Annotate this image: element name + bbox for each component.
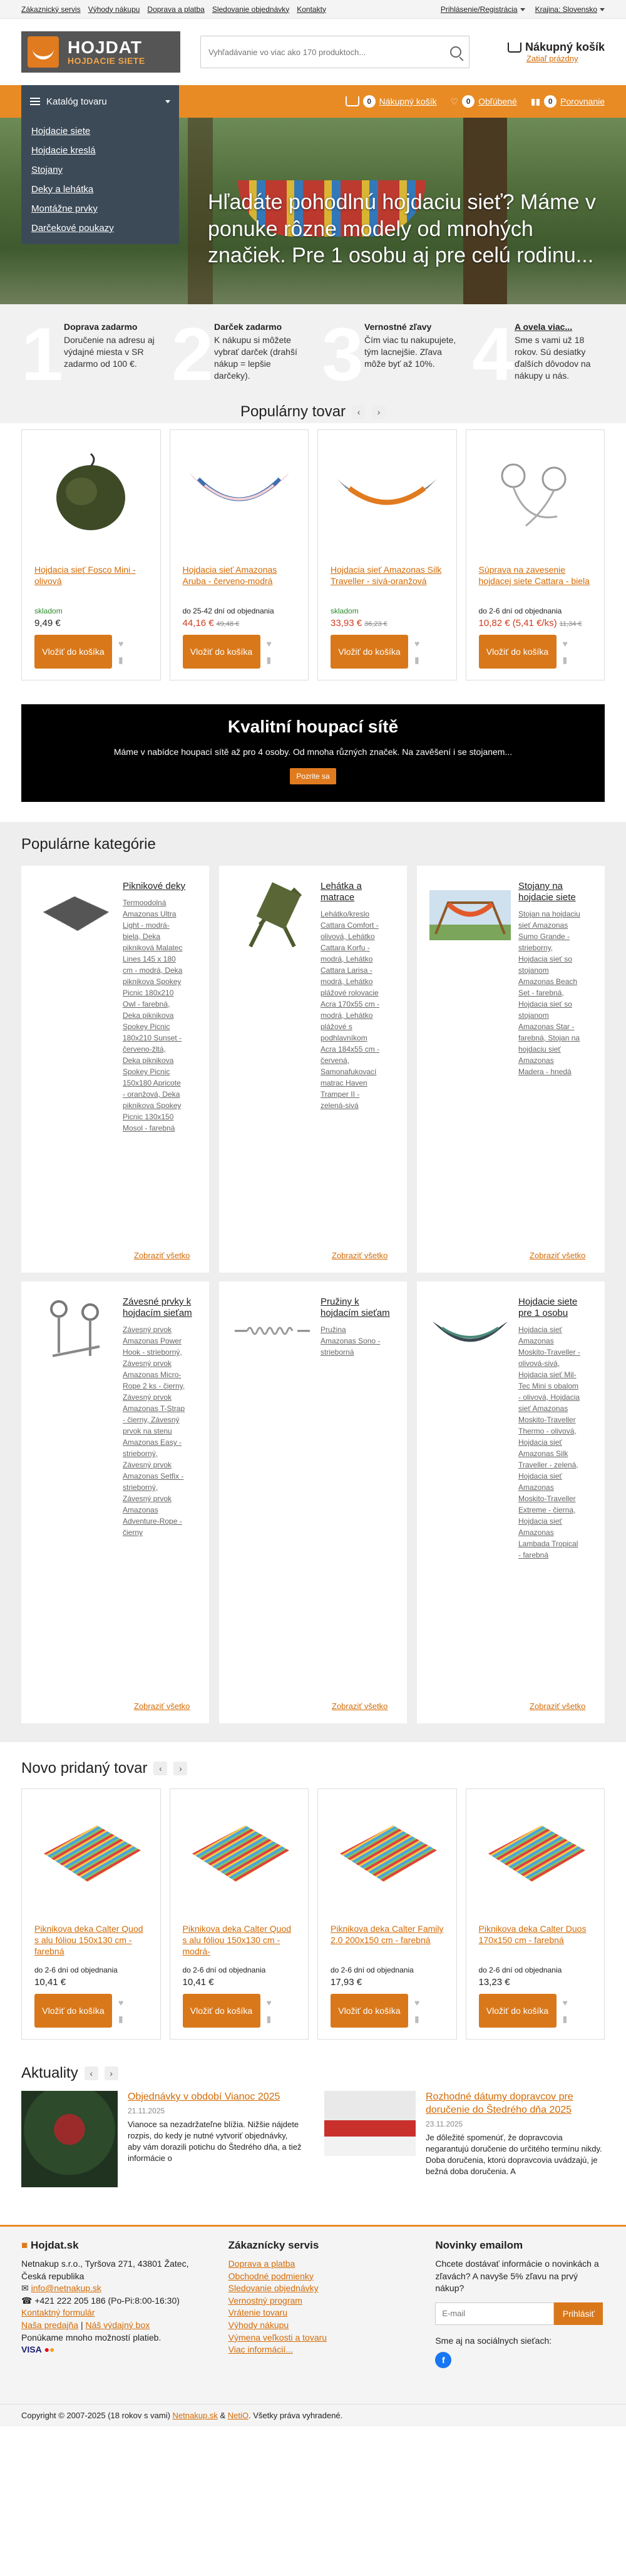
top-link-sledovanie[interactable]: Sledovanie objednávky bbox=[212, 4, 290, 14]
category-title[interactable]: Pružiny k hojdacím sieťam bbox=[321, 1296, 390, 1318]
product-name[interactable]: Piknikova deka Calter Quod s alu fóliou 150x130 cm - modrá- bbox=[182, 1924, 292, 1957]
heart-icon[interactable]: ♥ bbox=[414, 638, 420, 649]
category-links[interactable]: Pružina Amazonas Sono - strieborná bbox=[321, 1325, 381, 1357]
compare-icon[interactable]: ▮ bbox=[562, 2013, 568, 2024]
benefit-item[interactable]: 4 A ovela viac... Sme s vami už 18 rokov. Sú desiatky ďalších dôvodov na nákupy u nás. bbox=[472, 312, 591, 396]
compare-icon[interactable]: ▮ bbox=[414, 2013, 419, 2024]
top-link-vyhody[interactable]: Výhody nákupu bbox=[88, 4, 140, 14]
top-bar bbox=[0, 0, 626, 19]
footer-link[interactable]: Doprava a platba bbox=[228, 2259, 295, 2269]
product-image[interactable] bbox=[183, 441, 296, 548]
popular-header bbox=[0, 403, 626, 421]
product-card[interactable] bbox=[170, 429, 309, 680]
banner-button[interactable]: Pozrite sa bbox=[290, 768, 336, 784]
social-text: Sme aj na sociálnych sieťach: bbox=[435, 2335, 552, 2346]
payments-text: Ponúkame mnoho možností platieb. bbox=[21, 2332, 162, 2343]
product-price: 10,82 € (5,41 €/ks) 11,34 € bbox=[478, 618, 582, 629]
product-card[interactable] bbox=[21, 1788, 161, 2040]
news-text: Je dôležité spomenúť, že dopravcovia negarantujú doručenie do určitého termínu nikdy. Doba doručenia, ktorú dopravcovia uvádzajú, je bežná doba doručenia. A bbox=[426, 2132, 602, 2177]
old-price: 11,34 € bbox=[559, 620, 582, 628]
newsletter-text: Chcete dostávať informácie o novinkách a zľavách? A navyše 5% zľavu na prvý nákup? bbox=[435, 2259, 599, 2294]
product-card[interactable] bbox=[317, 1788, 457, 2040]
news-list bbox=[0, 2091, 626, 2187]
product-image[interactable] bbox=[34, 1800, 148, 1907]
hammock-logo-icon bbox=[28, 36, 59, 68]
footer-link[interactable]: Viac informácií... bbox=[228, 2344, 293, 2355]
benefit-item[interactable]: 3 Vernostné zľavy Čím viac tu nakupujete, tým lacnejšie. Zľava môže byť až 10%. bbox=[322, 312, 456, 396]
netio-link[interactable]: NetiO bbox=[227, 2411, 249, 2420]
compare-icon[interactable]: ▮ bbox=[118, 2013, 123, 2024]
product-name[interactable]: Piknikova deka Calter Duos 170x150 cm - farebná bbox=[478, 1924, 587, 1946]
product-price: 33,93 € 36,23 € bbox=[331, 618, 387, 629]
heart-icon[interactable]: ♥ bbox=[414, 1997, 420, 2008]
category-links[interactable]: Lehátko/kreslo Cattara Comfort - olivová, Lehátko Cattara Korfu - modrá, Lehátko Cattara Larisa - modrá, Lehátko plážové rolovacie Acra 170x55 cm - modrá, Lehátko plážové s podhlavníkom Acra 184x55 cm - červená, Samonafukovací matrac Haven Tramper II - zelená-sivá bbox=[321, 910, 380, 1110]
section-title: Aktuality bbox=[21, 2065, 78, 2081]
copyright-bar: Copyright © 2007-2025 (18 rokov s vami) Netnakup.sk & NetiO. Všetky práva vyhradené. bbox=[0, 2404, 626, 2426]
menu-item-deky[interactable]: Deky a lehátka bbox=[31, 184, 94, 195]
category-image[interactable] bbox=[232, 881, 313, 950]
news-title[interactable]: Rozhodné dátumy dopravcov pre doručenie do Štedrého dňa 2025 bbox=[426, 2091, 573, 2115]
header bbox=[0, 19, 626, 85]
add-to-cart-button[interactable]: Vložiť do košíka bbox=[183, 635, 260, 669]
footer-link[interactable]: Sledovanie objednávky bbox=[228, 2283, 319, 2294]
chevron-right-icon[interactable]: › bbox=[173, 1762, 187, 1775]
search-icon[interactable] bbox=[450, 46, 461, 58]
old-price: 36,23 € bbox=[364, 620, 387, 628]
category-links[interactable]: Hojdacia sieť Amazonas Moskito-Traveller - olivová-sivá, Hojdacia sieť Mil-Tec Mini s obalom - olivová, Hojdacia sieť Amazonas Moskito-Traveller Thermo - olivová, Hojdacia sieť Amazonas Silk Traveller - zelená, Hojdacia sieť Amazonas Moskito-Traveller Extreme - čierna, Hojdacia sieť Amazonas Lambada Tropical - farebná bbox=[518, 1325, 580, 1559]
benefit-item[interactable]: 1 Doprava zadarmo Doručenie na adresu aj výdajné miesta v SR zadarmo od 100 €. bbox=[21, 312, 155, 396]
section-title: Novo pridaný tovar bbox=[21, 1760, 148, 1777]
category-card bbox=[417, 1281, 605, 1723]
footer-link[interactable]: Výhody nákupu bbox=[228, 2319, 289, 2330]
compare-icon[interactable]: ▮ bbox=[118, 654, 123, 665]
product-image[interactable] bbox=[479, 1800, 592, 1907]
category-title[interactable]: Závesné prvky k hojdacím sieťam bbox=[123, 1296, 192, 1318]
top-link-doprava[interactable]: Doprava a platba bbox=[147, 4, 205, 14]
email-icon: ✉ bbox=[21, 2283, 29, 2294]
category-image[interactable] bbox=[232, 1296, 313, 1365]
category-card bbox=[417, 866, 605, 1273]
chevron-right-icon[interactable]: › bbox=[105, 2066, 118, 2080]
product-price: 44,16 € 49,48 € bbox=[182, 618, 240, 629]
banner-title: Kvalitní houpací sítě bbox=[227, 717, 399, 736]
product-price: 10,41 € bbox=[182, 1977, 214, 1988]
menu-item-poukazy[interactable]: Darčekové poukazy bbox=[31, 223, 114, 233]
category-links[interactable]: Závesný prvok Amazonas Power Hook - strieborný, Závesný prvok Amazonas Micro-Rope 2 ks - čierny, Závesný prvok Amazonas T-Strap - čierny, Závesný prvok na stenu Amazonas Easy - strieborný, Závesný prvok Amazonas Setfix - strieborný, Závesný prvok Amazonas Adventure-Rope - čierny bbox=[123, 1325, 185, 1537]
category-image[interactable] bbox=[429, 1296, 511, 1365]
logo-title: HOJDAT bbox=[68, 37, 143, 57]
availability: do 25-42 dní od objednania bbox=[182, 607, 274, 615]
chevron-down-icon bbox=[600, 8, 605, 11]
compare-count-badge: 0 bbox=[544, 95, 557, 108]
heart-icon[interactable]: ♥ bbox=[118, 638, 124, 649]
banner-text: Máme v nabídce houpací sítě až pro 4 osoby. Od mnoha různých značek. Na zavěšení i se stojanem... bbox=[113, 747, 513, 757]
news-image[interactable] bbox=[21, 2091, 118, 2187]
category-image[interactable] bbox=[429, 881, 511, 950]
footer-link[interactable]: Vrátenie tovaru bbox=[228, 2307, 288, 2318]
login-link[interactable]: Prihlásenie/Registrácia bbox=[441, 5, 525, 14]
product-image[interactable] bbox=[331, 441, 444, 548]
newsletter-email-input[interactable] bbox=[435, 2302, 554, 2325]
netnakup-link[interactable]: Netnakup.sk bbox=[172, 2411, 218, 2420]
newest-products bbox=[0, 1788, 626, 2040]
news-title[interactable]: Objednávky v období Vianoc 2025 bbox=[128, 2091, 280, 2102]
search-input[interactable] bbox=[208, 48, 434, 57]
search-box bbox=[200, 36, 470, 68]
popular-products bbox=[0, 429, 626, 680]
news-image[interactable] bbox=[324, 2091, 416, 2156]
product-card[interactable] bbox=[466, 429, 605, 680]
product-card[interactable] bbox=[170, 1788, 309, 2040]
footer bbox=[0, 2225, 626, 2404]
product-image[interactable] bbox=[183, 1800, 296, 1907]
product-card[interactable] bbox=[317, 429, 457, 680]
news-item[interactable] bbox=[21, 2091, 302, 2187]
phone-icon: ☎ bbox=[21, 2295, 33, 2306]
footer-link[interactable]: Kontaktný formulár bbox=[21, 2307, 95, 2318]
add-to-cart-button[interactable]: Vložiť do košíka bbox=[34, 1994, 112, 2028]
product-card[interactable] bbox=[21, 429, 161, 680]
category-image[interactable] bbox=[34, 881, 115, 950]
category-image[interactable] bbox=[34, 1296, 115, 1365]
site-logo[interactable] bbox=[21, 31, 180, 73]
compare-icon[interactable]: ▮ bbox=[266, 654, 272, 665]
company-address: Netnakup s.r.o., Tyršova 271, 43801 Žatec, Česká republika bbox=[21, 2259, 189, 2281]
heart-icon[interactable]: ♥ bbox=[562, 638, 568, 649]
category-title[interactable]: Stojany na hojdacie siete bbox=[518, 881, 576, 903]
category-links[interactable]: Stojan na hojdaciu sieť Amazonas Sumo Grande - strieborny, Hojdacia sieť so stojanom Amazonas Beach Set - farebná, Hojdacia sieť so stojanom Amazonas Star - farebná, Stojan na hojdaciu sieť Amazonas Madera - hnedá bbox=[518, 910, 580, 1076]
main-nav bbox=[0, 85, 626, 118]
category-card bbox=[219, 866, 407, 1273]
menu-item-montazne-prvky[interactable]: Montážne prvky bbox=[31, 203, 98, 214]
top-links bbox=[21, 5, 441, 14]
product-name[interactable]: Piknikova deka Calter Family 2.0 200x150 cm - farebná bbox=[331, 1924, 444, 1946]
category-card bbox=[21, 866, 209, 1273]
newsletter-submit-button[interactable]: Prihlásiť bbox=[554, 2302, 603, 2325]
footer-col-title: Zákaznícky servis bbox=[228, 2239, 319, 2251]
heart-icon[interactable]: ♥ bbox=[266, 1997, 272, 2008]
footer-col-service bbox=[228, 2239, 398, 2404]
compare-icon[interactable]: ▮ bbox=[266, 2013, 272, 2024]
nav-compare[interactable]: ▮▮ 0 Porovnanie bbox=[530, 96, 605, 106]
product-price: 10,41 € bbox=[34, 1977, 66, 1988]
section-title: Populárny tovar bbox=[240, 403, 346, 420]
benefit-item[interactable]: 2 Darček zadarmo K nákupu si môžete vybrať darček (drahší nákup = lepšie darčeky). bbox=[172, 312, 297, 396]
top-link-kontakty[interactable]: Kontakty bbox=[297, 4, 326, 14]
chevron-down-icon bbox=[165, 100, 170, 103]
product-name[interactable]: Hojdacia sieť Fosco Mini - olivová bbox=[34, 565, 136, 587]
logo-subtitle: HOJDACIE SIETE bbox=[68, 56, 145, 66]
add-to-cart-button[interactable]: Vložiť do košíka bbox=[331, 635, 408, 669]
product-name[interactable]: Piknikova deka Calter Quod s alu fóliou 150x130 cm - farebná bbox=[34, 1924, 143, 1957]
chevron-down-icon bbox=[520, 8, 525, 11]
menu-item-stojany[interactable]: Stojany bbox=[31, 165, 63, 175]
product-name[interactable]: Súprava na zavesenie hojdacej siete Cattara - biela bbox=[478, 565, 590, 587]
old-price: 49,48 € bbox=[216, 620, 240, 628]
product-name[interactable]: Hojdacia sieť Amazonas Silk Traveller - sivá-oranžová bbox=[331, 565, 442, 587]
cart-icon bbox=[508, 43, 521, 53]
availability: do 2-6 dní od objednania bbox=[182, 1966, 266, 1974]
chevron-left-icon[interactable]: ‹ bbox=[352, 405, 366, 419]
compare-icon: ▮▮ bbox=[530, 96, 541, 106]
chevron-left-icon[interactable]: ‹ bbox=[153, 1762, 167, 1775]
category-title[interactable]: Piknikové deky bbox=[123, 881, 186, 891]
catalog-menu bbox=[21, 118, 179, 244]
news-date: 23.11.2025 bbox=[426, 2119, 463, 2128]
add-to-cart-button[interactable]: Vložiť do košíka bbox=[479, 635, 557, 669]
facebook-icon[interactable]: f bbox=[435, 2352, 451, 2368]
cart-count-badge: 0 bbox=[363, 95, 376, 108]
chevron-left-icon[interactable]: ‹ bbox=[85, 2066, 98, 2080]
news-item[interactable] bbox=[324, 2091, 605, 2187]
footer-link[interactable]: Naša predajňa bbox=[21, 2319, 79, 2330]
popular-categories bbox=[0, 822, 626, 1742]
availability: do 2-6 dní od objednania bbox=[478, 607, 562, 615]
show-all-link[interactable]: Zobraziť všetko bbox=[134, 1251, 190, 1260]
country-select[interactable]: Krajina: Slovensko bbox=[535, 5, 605, 14]
product-price: 13,23 € bbox=[478, 1977, 510, 1988]
product-image[interactable] bbox=[479, 441, 592, 548]
news-text: Vianoce sa nezadržateľne blížia. Nižšie nájdete rozpis, do kedy je nutné vytvoriť objednávky, aby vám dorazili potichu do Štedrého dňa, a tiež informácie o bbox=[128, 2119, 302, 2163]
show-all-link[interactable]: Zobraziť všetko bbox=[332, 1701, 388, 1711]
footer-col-title: Novinky emailom bbox=[435, 2239, 523, 2251]
availability: skladom bbox=[34, 607, 63, 615]
menu-item-hojdacie-siete[interactable]: Hojdacie siete bbox=[31, 126, 91, 136]
phone: +421 222 205 186 (Po-Pi:8:00-16:30) bbox=[34, 2295, 180, 2306]
header-cart[interactable]: Nákupný košík Zatiaľ prázdny bbox=[508, 41, 605, 63]
cart-icon bbox=[346, 96, 359, 106]
footer-col-newsletter bbox=[435, 2239, 605, 2404]
add-to-cart-button[interactable]: Vložiť do košíka bbox=[331, 1994, 408, 2028]
availability: do 2-6 dní od objednania bbox=[331, 1966, 414, 1974]
compare-icon[interactable]: ▮ bbox=[414, 654, 419, 665]
availability: do 2-6 dní od objednania bbox=[34, 1966, 118, 1974]
product-price: 17,93 € bbox=[331, 1977, 362, 1988]
newest-header bbox=[0, 1760, 626, 1777]
category-links[interactable]: Termoodolná Amazonas Ultra Light - modrá-biela, Deka pikniková Malatec Lines 145 x 180 cm - modrá, Deka piknikova Spokey Picnic 180x210 Owl - farebná, Deka piknikova Spokey Picnic 180x210 Sunset - červeno-žltá, Deka piknikova Spokey Picnic 150x180 Apricote - oranžová, Deka piknikova Spokey Picnic 130x150 Mosol - farebná bbox=[123, 898, 183, 1132]
hero-text: Hľadáte pohodlnú hojdaciu sieť? Máme v ponuke rôzne modely od mnohých značiek. Pre 1 osobu aj pre celú rodinu... bbox=[208, 190, 596, 267]
nav-favorites[interactable]: ♡ 0 Obľúbené bbox=[450, 96, 517, 106]
heart-icon: ♡ bbox=[450, 96, 459, 106]
footer-link[interactable]: Náš výdajný box bbox=[85, 2319, 150, 2330]
section-title: Populárne kategórie bbox=[21, 836, 156, 853]
hero-banner[interactable] bbox=[0, 118, 626, 304]
menu-icon bbox=[30, 98, 40, 105]
show-all-link[interactable]: Zobraziť všetko bbox=[530, 1701, 586, 1711]
news-date: 21.11.2025 bbox=[128, 2106, 165, 2115]
add-to-cart-button[interactable]: Vložiť do košíka bbox=[183, 1994, 260, 2028]
chevron-right-icon[interactable]: › bbox=[372, 405, 386, 419]
show-all-link[interactable]: Zobraziť všetko bbox=[332, 1251, 388, 1260]
product-card[interactable] bbox=[466, 1788, 605, 2040]
category-title[interactable]: Lehátka a matrace bbox=[321, 881, 362, 903]
footer-col-company: ■ Hojdat.sk Netnakup s.r.o., Tyršova 271, 43801 Žatec, Česká republika ✉ info@netnakup.sk ☎ +421 222 205 186 (Po-Pi:8:00-16:30) Kontaktný formulár Naša predajňa | Náš výdajný box Ponúkame mnoho možností platieb. VISA ●● bbox=[21, 2239, 191, 2404]
availability: do 2-6 dní od objednania bbox=[478, 1966, 562, 1974]
menu-item-hojdacie-kresla[interactable]: Hojdacie kreslá bbox=[31, 145, 96, 156]
category-title[interactable]: Hojdacie siete pre 1 osobu bbox=[518, 1296, 578, 1318]
promo-banner bbox=[21, 704, 605, 802]
show-all-link[interactable]: Zobraziť všetko bbox=[530, 1251, 586, 1260]
square-icon: ■ bbox=[21, 2239, 28, 2251]
footer-link[interactable]: Vernostný program bbox=[228, 2295, 302, 2306]
heart-icon[interactable]: ♥ bbox=[266, 638, 272, 649]
product-price: 9,49 € bbox=[34, 618, 61, 629]
payment-cards-icon: VISA ●● bbox=[21, 2344, 55, 2355]
catalog-button[interactable]: Katalóg tovaru bbox=[21, 85, 179, 118]
category-card bbox=[219, 1281, 407, 1723]
fav-count-badge: 0 bbox=[462, 95, 475, 108]
category-card bbox=[21, 1281, 209, 1723]
product-image[interactable] bbox=[331, 1800, 444, 1907]
availability: skladom bbox=[331, 607, 359, 615]
compare-icon[interactable]: ▮ bbox=[562, 654, 568, 665]
product-name[interactable]: Hojdacia sieť Amazonas Aruba - červeno-modrá bbox=[182, 565, 277, 587]
nav-cart[interactable]: 0 Nákupný košík bbox=[346, 95, 437, 108]
product-image[interactable] bbox=[34, 441, 148, 548]
heart-icon[interactable]: ♥ bbox=[118, 1997, 124, 2008]
email-link[interactable]: info@netnakup.sk bbox=[31, 2283, 101, 2294]
footer-link[interactable]: Obchodné podmienky bbox=[228, 2271, 314, 2281]
cart-status[interactable]: Zatiaľ prázdny bbox=[526, 54, 578, 63]
heart-icon[interactable]: ♥ bbox=[562, 1997, 568, 2008]
top-link-servis[interactable]: Zákaznický servis bbox=[21, 4, 81, 14]
show-all-link[interactable]: Zobraziť všetko bbox=[134, 1701, 190, 1711]
add-to-cart-button[interactable]: Vložiť do košíka bbox=[34, 635, 112, 669]
footer-link[interactable]: Výmena veľkosti a tovaru bbox=[228, 2332, 327, 2343]
news-header bbox=[0, 2065, 626, 2082]
add-to-cart-button[interactable]: Vložiť do košíka bbox=[479, 1994, 557, 2028]
